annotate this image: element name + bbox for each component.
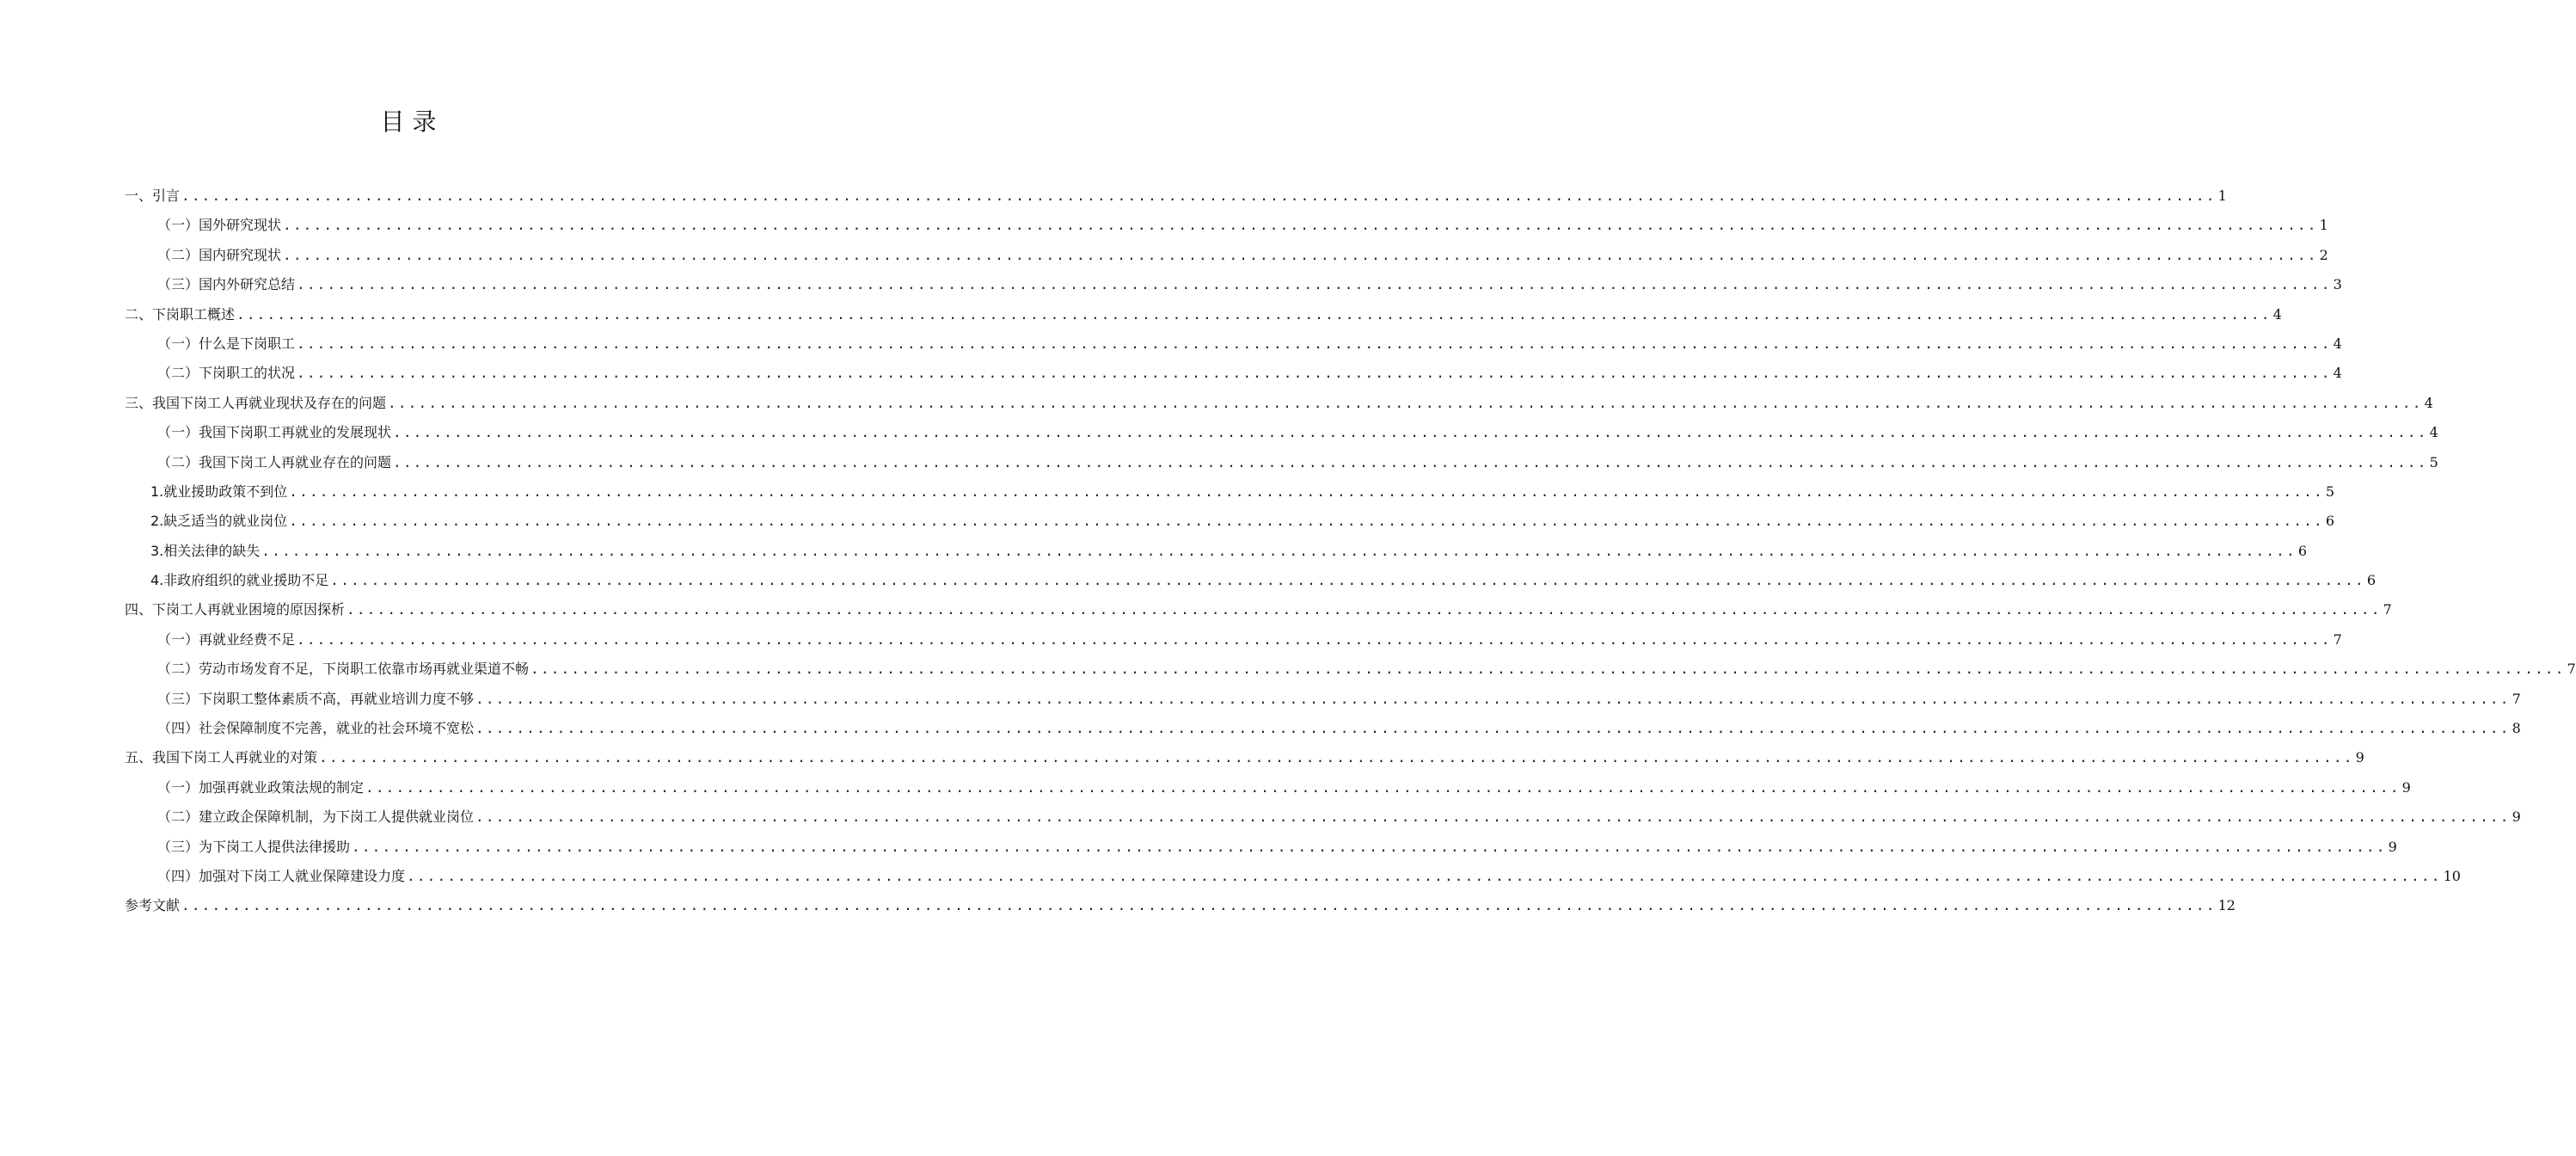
- toc-dot-leader: ........................................................................................................................................................................................................: [365, 778, 2401, 796]
- toc-entry[interactable]: [125, 507, 2335, 536]
- toc-page-number: 4: [2333, 335, 2342, 352]
- toc-page-number: 9: [2401, 778, 2411, 796]
- toc-page-number: 4: [2429, 424, 2438, 441]
- toc-page-number: 5: [2325, 483, 2335, 500]
- toc-page-number: 4: [2333, 365, 2342, 382]
- toc-entry-title: 参考文献: [125, 897, 181, 914]
- toc-entry-title: 五、我国下岗工人再就业的对策: [125, 749, 318, 766]
- toc-page-number: 9: [2512, 809, 2521, 826]
- toc-page-number: 5: [2429, 453, 2438, 470]
- toc-entry-title: （四）社会保障制度不完善，就业的社会环境不宽松: [157, 720, 475, 737]
- toc-dot-leader: ........................................................................................................................................................................................................: [283, 246, 2318, 263]
- toc-entry-title: （一）加强再就业政策法规的制定: [157, 778, 365, 796]
- toc-page-number: 2: [2319, 246, 2328, 263]
- toc-entry[interactable]: [125, 537, 2308, 566]
- toc-entry[interactable]: [125, 655, 2576, 684]
- toc-dot-leader: ........................................................................................................................................................................................................: [289, 483, 2324, 500]
- toc-entry-title: （一）我国下岗职工再就业的发展现状: [157, 424, 392, 441]
- toc-entry-title: 四、下岗工人再就业困境的原因探析: [125, 601, 346, 618]
- toc-dot-leader: ........................................................................................................................................................................................................: [297, 335, 2332, 352]
- toc-entry-title: （三）为下岗工人提供法律援助: [157, 838, 351, 855]
- toc-dot-leader: ........................................................................................................................................................................................................: [347, 601, 2382, 618]
- toc-dot-leader: ........................................................................................................................................................................................................: [297, 365, 2332, 382]
- toc-entry[interactable]: [125, 477, 2335, 507]
- toc-dot-leader: ........................................................................................................................................................................................................: [393, 424, 2428, 441]
- toc-entry[interactable]: [125, 891, 2236, 920]
- toc-entry[interactable]: [125, 625, 2342, 655]
- toc-entry[interactable]: [125, 566, 2377, 595]
- toc-dot-leader: ........................................................................................................................................................................................................: [475, 720, 2511, 737]
- toc-entry-title: 二、下岗职工概述: [125, 305, 236, 323]
- toc-dot-leader: ........................................................................................................................................................................................................: [475, 690, 2511, 707]
- toc-entry-title: 三、我国下岗工人再就业现状及存在的问题: [125, 394, 387, 411]
- toc-page-number: 6: [2325, 513, 2335, 530]
- toc-dot-leader: ........................................................................................................................................................................................................: [319, 749, 2354, 766]
- toc-dot-leader: ........................................................................................................................................................................................................: [236, 305, 2272, 323]
- toc-page-number: 7: [2512, 690, 2521, 707]
- toc-entry[interactable]: [125, 300, 2282, 329]
- toc-page-number: 4: [2272, 305, 2282, 323]
- toc-dot-leader: ........................................................................................................................................................................................................: [475, 809, 2511, 826]
- toc-entry[interactable]: [125, 389, 2433, 418]
- toc-dot-leader: ........................................................................................................................................................................................................: [531, 661, 2566, 678]
- toc-dot-leader: ........................................................................................................................................................................................................: [352, 838, 2387, 855]
- toc-entry[interactable]: [125, 448, 2438, 477]
- toc-dot-leader: ........................................................................................................................................................................................................: [297, 276, 2332, 293]
- toc-dot-leader: ........................................................................................................................................................................................................: [393, 453, 2428, 470]
- toc-dot-leader: ........................................................................................................................................................................................................: [261, 542, 2297, 559]
- toc-page-number: 3: [2333, 276, 2342, 293]
- toc-entry-title: 一、引言: [125, 187, 181, 204]
- toc-page-number: 7: [2333, 630, 2342, 648]
- toc-page-number: 9: [2355, 749, 2364, 766]
- toc-entry[interactable]: [125, 595, 2392, 624]
- toc-page-number: 7: [2383, 601, 2392, 618]
- toc-page-number: 8: [2512, 720, 2521, 737]
- toc-entry[interactable]: [125, 714, 2521, 743]
- toc-entry[interactable]: [125, 802, 2521, 832]
- toc-dot-leader: ........................................................................................................................................................................................................: [297, 630, 2332, 648]
- toc-page-number: 4: [2424, 394, 2433, 411]
- toc-entry-title: （二）我国下岗工人再就业存在的问题: [157, 453, 392, 470]
- toc-dot-leader: ........................................................................................................................................................................................................: [388, 394, 2423, 411]
- toc-entry-title: （二）下岗职工的状况: [157, 365, 296, 382]
- toc-dot-leader: ........................................................................................................................................................................................................: [289, 513, 2324, 530]
- toc-page-number: 12: [2217, 897, 2236, 914]
- page-title: 目 录: [380, 108, 437, 136]
- toc-entry-title: 2.缺乏适当的就业岗位: [150, 513, 288, 530]
- toc-dot-leader: ........................................................................................................................................................................................................: [283, 217, 2318, 234]
- toc-entry[interactable]: [125, 241, 2328, 270]
- toc-page-number: 6: [2297, 542, 2308, 559]
- toc-page-number: 9: [2388, 838, 2397, 855]
- toc-entry[interactable]: [125, 862, 2461, 891]
- toc-entry-title: 3.相关法律的缺失: [150, 542, 261, 559]
- toc-entry[interactable]: [125, 833, 2397, 862]
- toc-entry-title: （二）建立政企保障机制，为下岗工人提供就业岗位: [157, 809, 475, 826]
- toc-page-number: 10: [2443, 867, 2461, 884]
- toc-page-number: 1: [2217, 187, 2227, 204]
- toc-entry-title: （三）下岗职工整体素质不高，再就业培训力度不够: [157, 690, 475, 707]
- toc-entry-title: （四）加强对下岗工人就业保障建设力度: [157, 867, 406, 884]
- toc-page-number: 6: [2366, 572, 2377, 589]
- toc-entry-title: （三）国内外研究总结: [157, 276, 296, 293]
- toc-dot-leader: ........................................................................................................................................................................................................: [181, 187, 2217, 204]
- toc-page-number: 7: [2567, 661, 2576, 678]
- toc-entry[interactable]: [125, 743, 2364, 772]
- table-of-contents: [125, 181, 2576, 921]
- toc-entry[interactable]: [125, 685, 2521, 714]
- toc-entry-title: 4.非政府组织的就业援助不足: [150, 572, 329, 589]
- toc-dot-leader: ........................................................................................................................................................................................................: [181, 897, 2217, 914]
- toc-entry[interactable]: [125, 181, 2227, 211]
- toc-entry-title: （二）国内研究现状: [157, 246, 282, 263]
- toc-entry-title: 1.就业援助政策不到位: [150, 483, 288, 500]
- toc-entry-title: （一）什么是下岗职工: [157, 335, 296, 352]
- toc-entry[interactable]: [125, 211, 2328, 240]
- toc-entry-title: （一）国外研究现状: [157, 217, 282, 234]
- toc-dot-leader: ........................................................................................................................................................................................................: [407, 867, 2442, 884]
- toc-entry[interactable]: [125, 418, 2438, 447]
- toc-entry[interactable]: [125, 270, 2342, 299]
- toc-entry[interactable]: [125, 359, 2342, 388]
- toc-dot-leader: ........................................................................................................................................................................................................: [330, 572, 2365, 589]
- toc-entry-title: （一）再就业经费不足: [157, 630, 296, 648]
- toc-page-number: 1: [2319, 217, 2328, 234]
- toc-entry-title: （二）劳动市场发育不足，下岗职工依靠市场再就业渠道不畅: [157, 661, 530, 678]
- toc-entry[interactable]: [125, 773, 2411, 802]
- toc-entry[interactable]: [125, 329, 2342, 359]
